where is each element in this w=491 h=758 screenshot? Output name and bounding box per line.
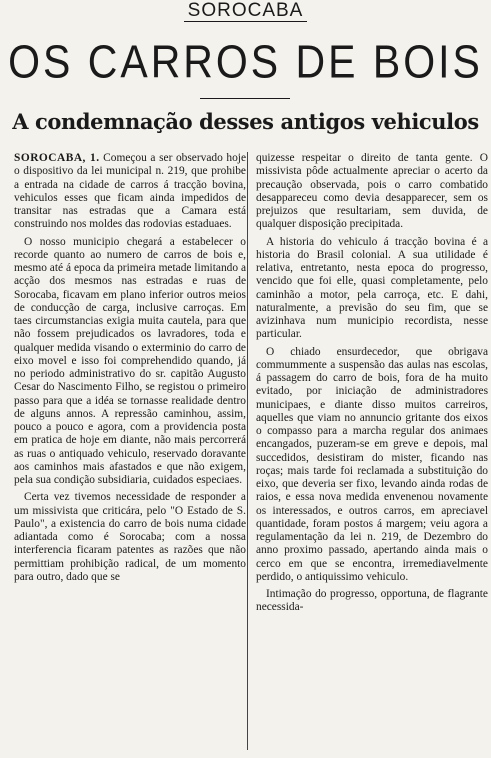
article-paragraph: O chiado ensurdecedor, que obrigava commummente a suspensão das aulas nas escolas, á passagem do carro de bois, fora de ha muito evitado, por iniciação de administradores municipaes, e diante disso muitos carreiros, aquelles que viam no annuncio gritante dos eixos o compasso para a marcha regular dos animaes encangados, puzeram-se em greve e depois, mal succedidos, desistiram do mister, ficando nas roças; mais tarde foi reclamada a substituição do eixo, que deveria ser fixo, levando ainda rodas de raios, e essa nova medida envenenou novamente os interessados, e outros carros, em apreciavel quantidade, foram postos á margem; veiu agora a regulamentação da lei n. 219, de Dezembro do anno proximo passado, apertando ainda mais o cerco em que se encontra, irremediavelmente perdido, o antiquissimo vehiculo. [256,345,488,583]
dateline: SOROCABA, 1. [14,152,100,164]
article-paragraph: quizesse respeitar o direito de tanta gente. O missivista pôde actualmente apreciar o acerto da precaução observada, pois o carro combatido desappareceu como devia desapparecer, sem os prejuizos que resultariam, sem duvida, de qualquer disposição precipitada. [256,152,488,231]
subheadline: A condemnação desses antigos vehiculos [12,109,479,134]
column-divider [247,152,248,750]
article-paragraph: Certa vez tivemos necessidade de responder a um missivista que criticára, pelo "O Estado de S. Paulo", a existencia do carro de bois numa cidade adiantada como é Sorocaba; com a nossa interferencia ficaram patentes as razões que não permittiam prohibição radical, de um momento para outro, dado que se [14,491,246,583]
section-kicker [0,0,491,22]
article-column-left [14,152,246,752]
article-column-right [256,152,488,752]
paragraph-text: Começou a ser observado hoje o dispositivo da lei municipal n. 219, que prohibe a entrada na cidade de carros á tracção bovina, vehiculos esses que ficam ainda impedidos de transitar nas estradas que a Camara está construindo nos moldes das rodovias estaduaes. [14,152,246,231]
article-paragraph: O nosso municipio chegará a estabelecer o recorde quanto ao numero de carros de bois e, mesmo até á epoca da primeira metade limitando a acção dos mesmos nas estradas e ruas de Sorocaba, ficavam em plano inferior outros meios de conducção de carga, inclusive carroças. Em taes circumstancias exigia muita cautela, para que não fossem prejudicados os lavradores, toda e qualquer medida visando o exterminio do carro de eixo movel e isso foi comprehendido quando, já no periodo administrativo do sr. capitão Augusto Cesar do Nascimento Filho, se registou o primeiro passo para que a idéa se tornasse realidade dentro de alguns annos. A repressão caminhou, assim, pouco a pouco e agora, com a providencia posta em pratica de hoje em diante, não mais percorrerá as ruas o antiquado vehiculo, reservado doravante aos caminhos mais afastados e que não exigem, pela sua condição subsidiaria, cuidados especiaes. [14,235,246,486]
article-paragraph: A historia do vehiculo á tracção bovina é a historia do Brasil colonial. A sua utilidade é relativa, entretanto, nesta epoca do progresso, vencido que foi elle, quasi completamente, pelo caminhão a motor, pela carroça, etc. E dahi, naturalmente, a previsão do seu fim, que se avizinhava num municipio recordista, nesse particular. [256,235,488,341]
kicker-text: SOROCABA [184,0,308,22]
headline-rule [200,98,290,99]
article-paragraph: Intimação do progresso, opportuna, de flagrante necessida- [256,588,488,614]
article-paragraph [14,152,246,232]
headline: OS CARROS DE BOIS [8,36,483,88]
